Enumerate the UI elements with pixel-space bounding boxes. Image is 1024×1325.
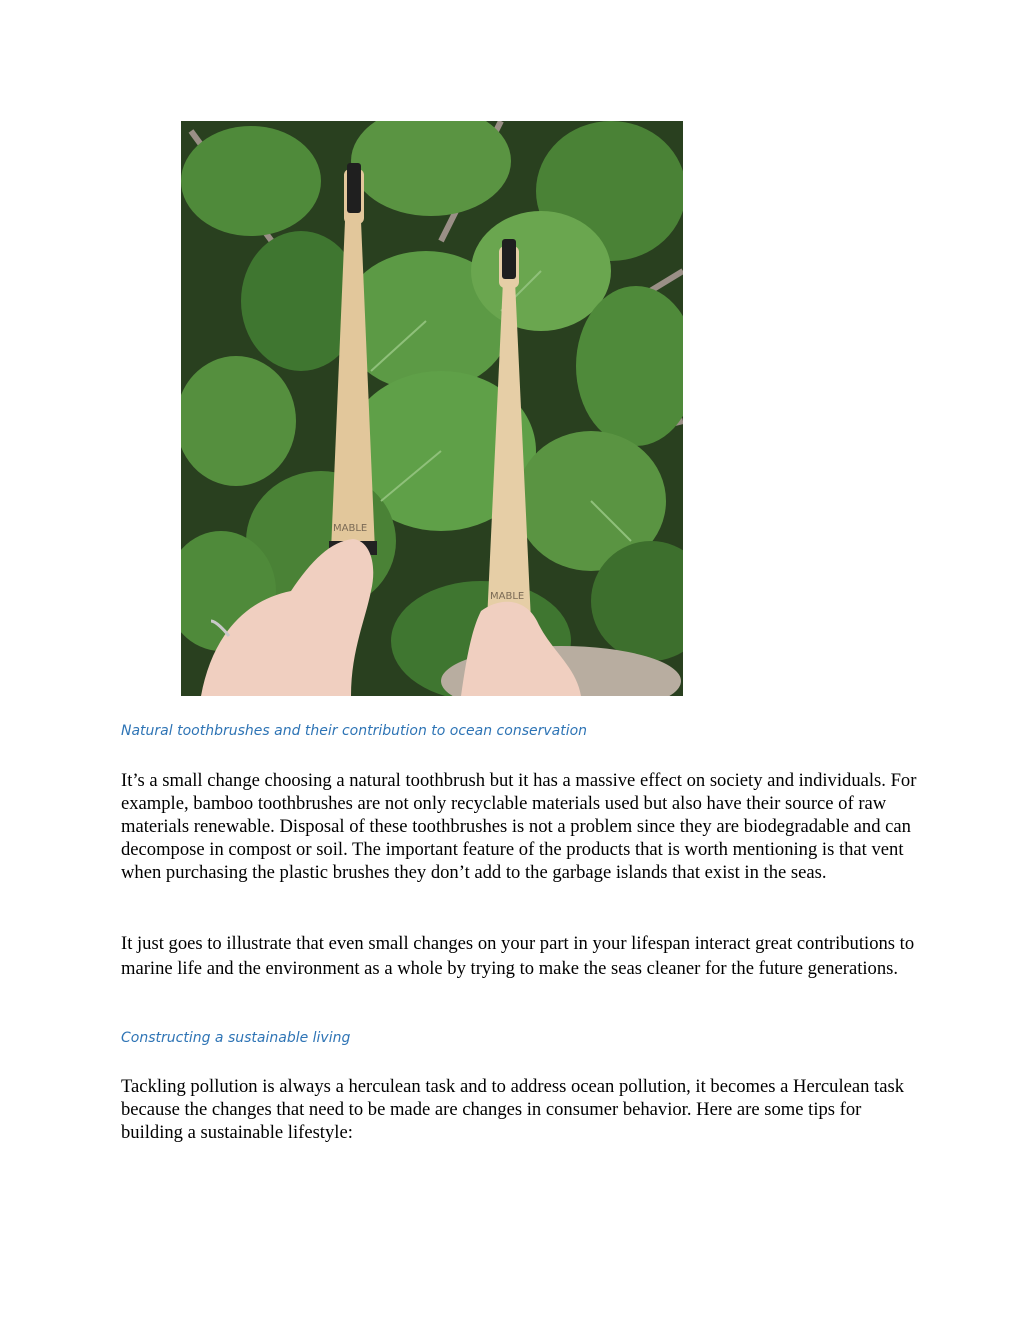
body-paragraph: It’s a small change choosing a natural toothbrush but it has a massive effect on society and individuals. For example, bamboo toothbrushes are not only recyclable materials used but also have their source of raw materials renewable. Disposal of these toothbrushes is not a problem since they are biodegradable and can decompose in compost or soil. The important feature of the products that is worth mentioning is that vent when purchasing the plastic brushes they don’t add to the garbage islands that exist in the seas. — [121, 770, 917, 883]
body-paragraph: It just goes to illustrate that even small changes on your part in your lifespan interact great contributions to marine life and the environment as a whole by trying to make the seas cleaner for the future generations. — [121, 933, 915, 979]
section-heading: Natural toothbrushes and their contribution to ocean conservation — [121, 723, 588, 739]
brand-mark-text: MABLE — [333, 523, 368, 534]
section-heading: Constructing a sustainable living — [121, 1030, 351, 1046]
brand-mark-text-2: MABLE — [490, 591, 525, 602]
toothbrush-photo — [181, 121, 683, 696]
body-paragraph: Tackling pollution is always a herculean task and to address ocean pollution, it becomes a Herculean task because the changes that need to be made are changes in consumer behavior. Here are some tips for building a sustainable lifestyle: — [121, 1076, 905, 1143]
